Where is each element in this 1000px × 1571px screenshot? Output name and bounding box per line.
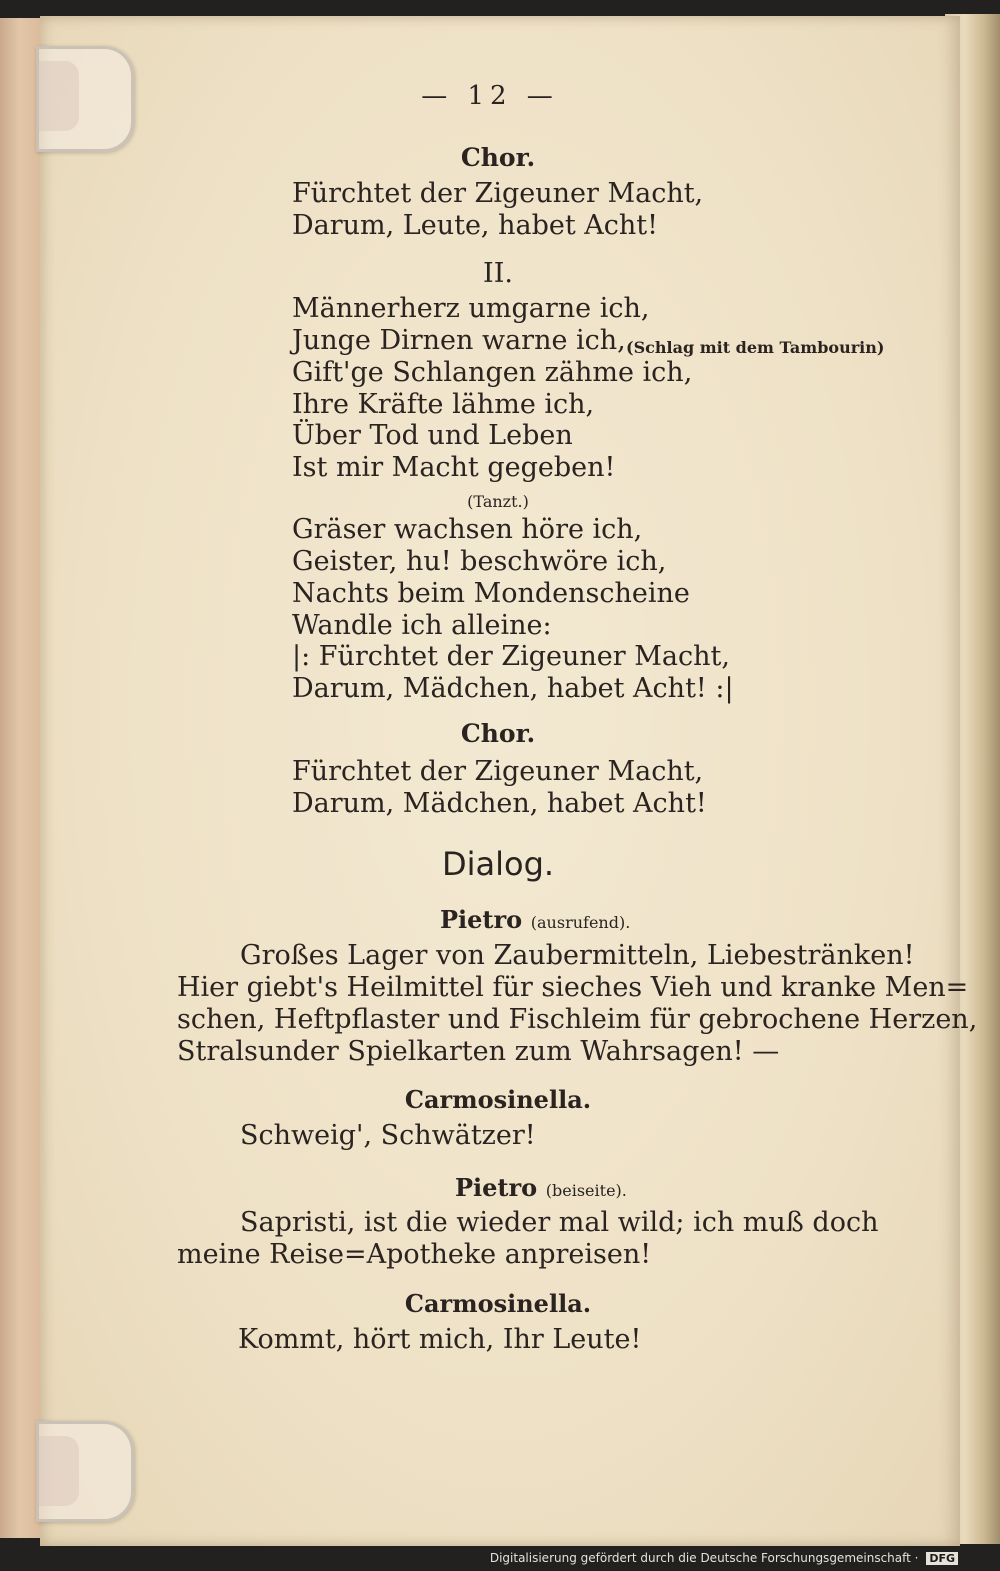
verse-2-line-5: Über Tod und Leben <box>292 420 573 451</box>
dialog-entry-3-direction: (beiseite). <box>545 1181 627 1200</box>
chorus-2-line-1: Fürchtet der Zigeuner Macht, <box>292 756 704 787</box>
verse-2-line-3: Gift'ge Schlangen zähme ich, <box>292 357 693 388</box>
dialog-entry-1-speaker: Pietro <box>440 905 523 934</box>
dialog-title: Dialog. <box>441 845 555 883</box>
chorus-1-line-2: Darum, Leute, habet Acht! <box>292 210 658 241</box>
verse-2-dance-line-1: Gräser wachsen höre ich, <box>292 514 643 545</box>
verse-2-dance-line-5: |: Fürchtet der Zigeuner Macht, <box>292 641 730 672</box>
dialog-entry-1-line-1: Großes Lager von Zaubermitteln, Liebestränken! <box>240 940 915 971</box>
dialog-entry-3-line-2: meine Reise=Apotheke anpreisen! <box>177 1239 652 1270</box>
dialog-entry-3-speaker: Pietro <box>455 1173 538 1202</box>
stage-direction-dance: (Tanzt.) <box>467 492 529 511</box>
footer-text: Digitalisierung gefördert durch die Deutsche Forschungsgemeinschaft · <box>489 1551 919 1565</box>
chorus-1-speaker: Chor. <box>460 143 536 172</box>
stage-direction-tambourin: (Schlag mit dem Tambourin) <box>626 338 885 357</box>
dialog-entry-1-line-2: Hier giebt's Heilmittel für sieches Vieh und kranke Men= <box>177 972 969 1003</box>
dialog-entry-1-line-4: Stralsunder Spielkarten zum Wahrsagen! — <box>177 1036 780 1067</box>
dfg-logo: DFG <box>926 1552 958 1565</box>
dialog-entry-4-speaker: Carmosinella. <box>404 1289 592 1318</box>
chorus-1-line-1: Fürchtet der Zigeuner Macht, <box>292 178 704 209</box>
dialog-entry-1-header <box>440 904 630 939</box>
verse-2-line-1: Männerherz umgarne ich, <box>292 293 650 324</box>
chorus-2-line-2: Darum, Mädchen, habet Acht! <box>292 788 707 819</box>
footer-attribution <box>490 1551 958 1565</box>
verse-2-line-4: Ihre Kräfte lähme ich, <box>292 389 595 420</box>
dialog-entry-2-line-1: Schweig', Schwätzer! <box>240 1120 536 1151</box>
book-clip-bottom <box>36 1421 134 1522</box>
verse-2-line-2: Junge Dirnen warne ich, <box>292 325 626 356</box>
verse-2-dance-line-3: Nachts beim Mondenscheine <box>292 578 690 609</box>
dialog-entry-3-header <box>455 1172 627 1207</box>
dialog-entry-3-line-1: Sapristi, ist die wieder mal wild; ich muß doch <box>240 1207 879 1238</box>
verse-2-dance-line-4: Wandle ich alleine: <box>292 610 552 641</box>
chorus-2-speaker: Chor. <box>460 719 536 748</box>
dialog-entry-1-direction: (ausrufend). <box>530 913 631 932</box>
dialog-entry-2-speaker: Carmosinella. <box>404 1085 592 1114</box>
verse-2-dance-line-2: Geister, hu! beschwöre ich, <box>292 546 667 577</box>
page-number: — 12 — <box>421 81 559 111</box>
dialog-entry-1-line-3: schen, Heftpflaster und Fischleim für gebrochene Herzen, <box>177 1004 978 1035</box>
verse-2-dance-line-6: Darum, Mädchen, habet Acht! :| <box>292 673 734 704</box>
verse-2-numeral: II. <box>483 258 513 289</box>
verse-2-line-6: Ist mir Macht gegeben! <box>292 452 616 483</box>
dialog-entry-4-line-1: Kommt, hört mich, Ihr Leute! <box>238 1324 642 1355</box>
